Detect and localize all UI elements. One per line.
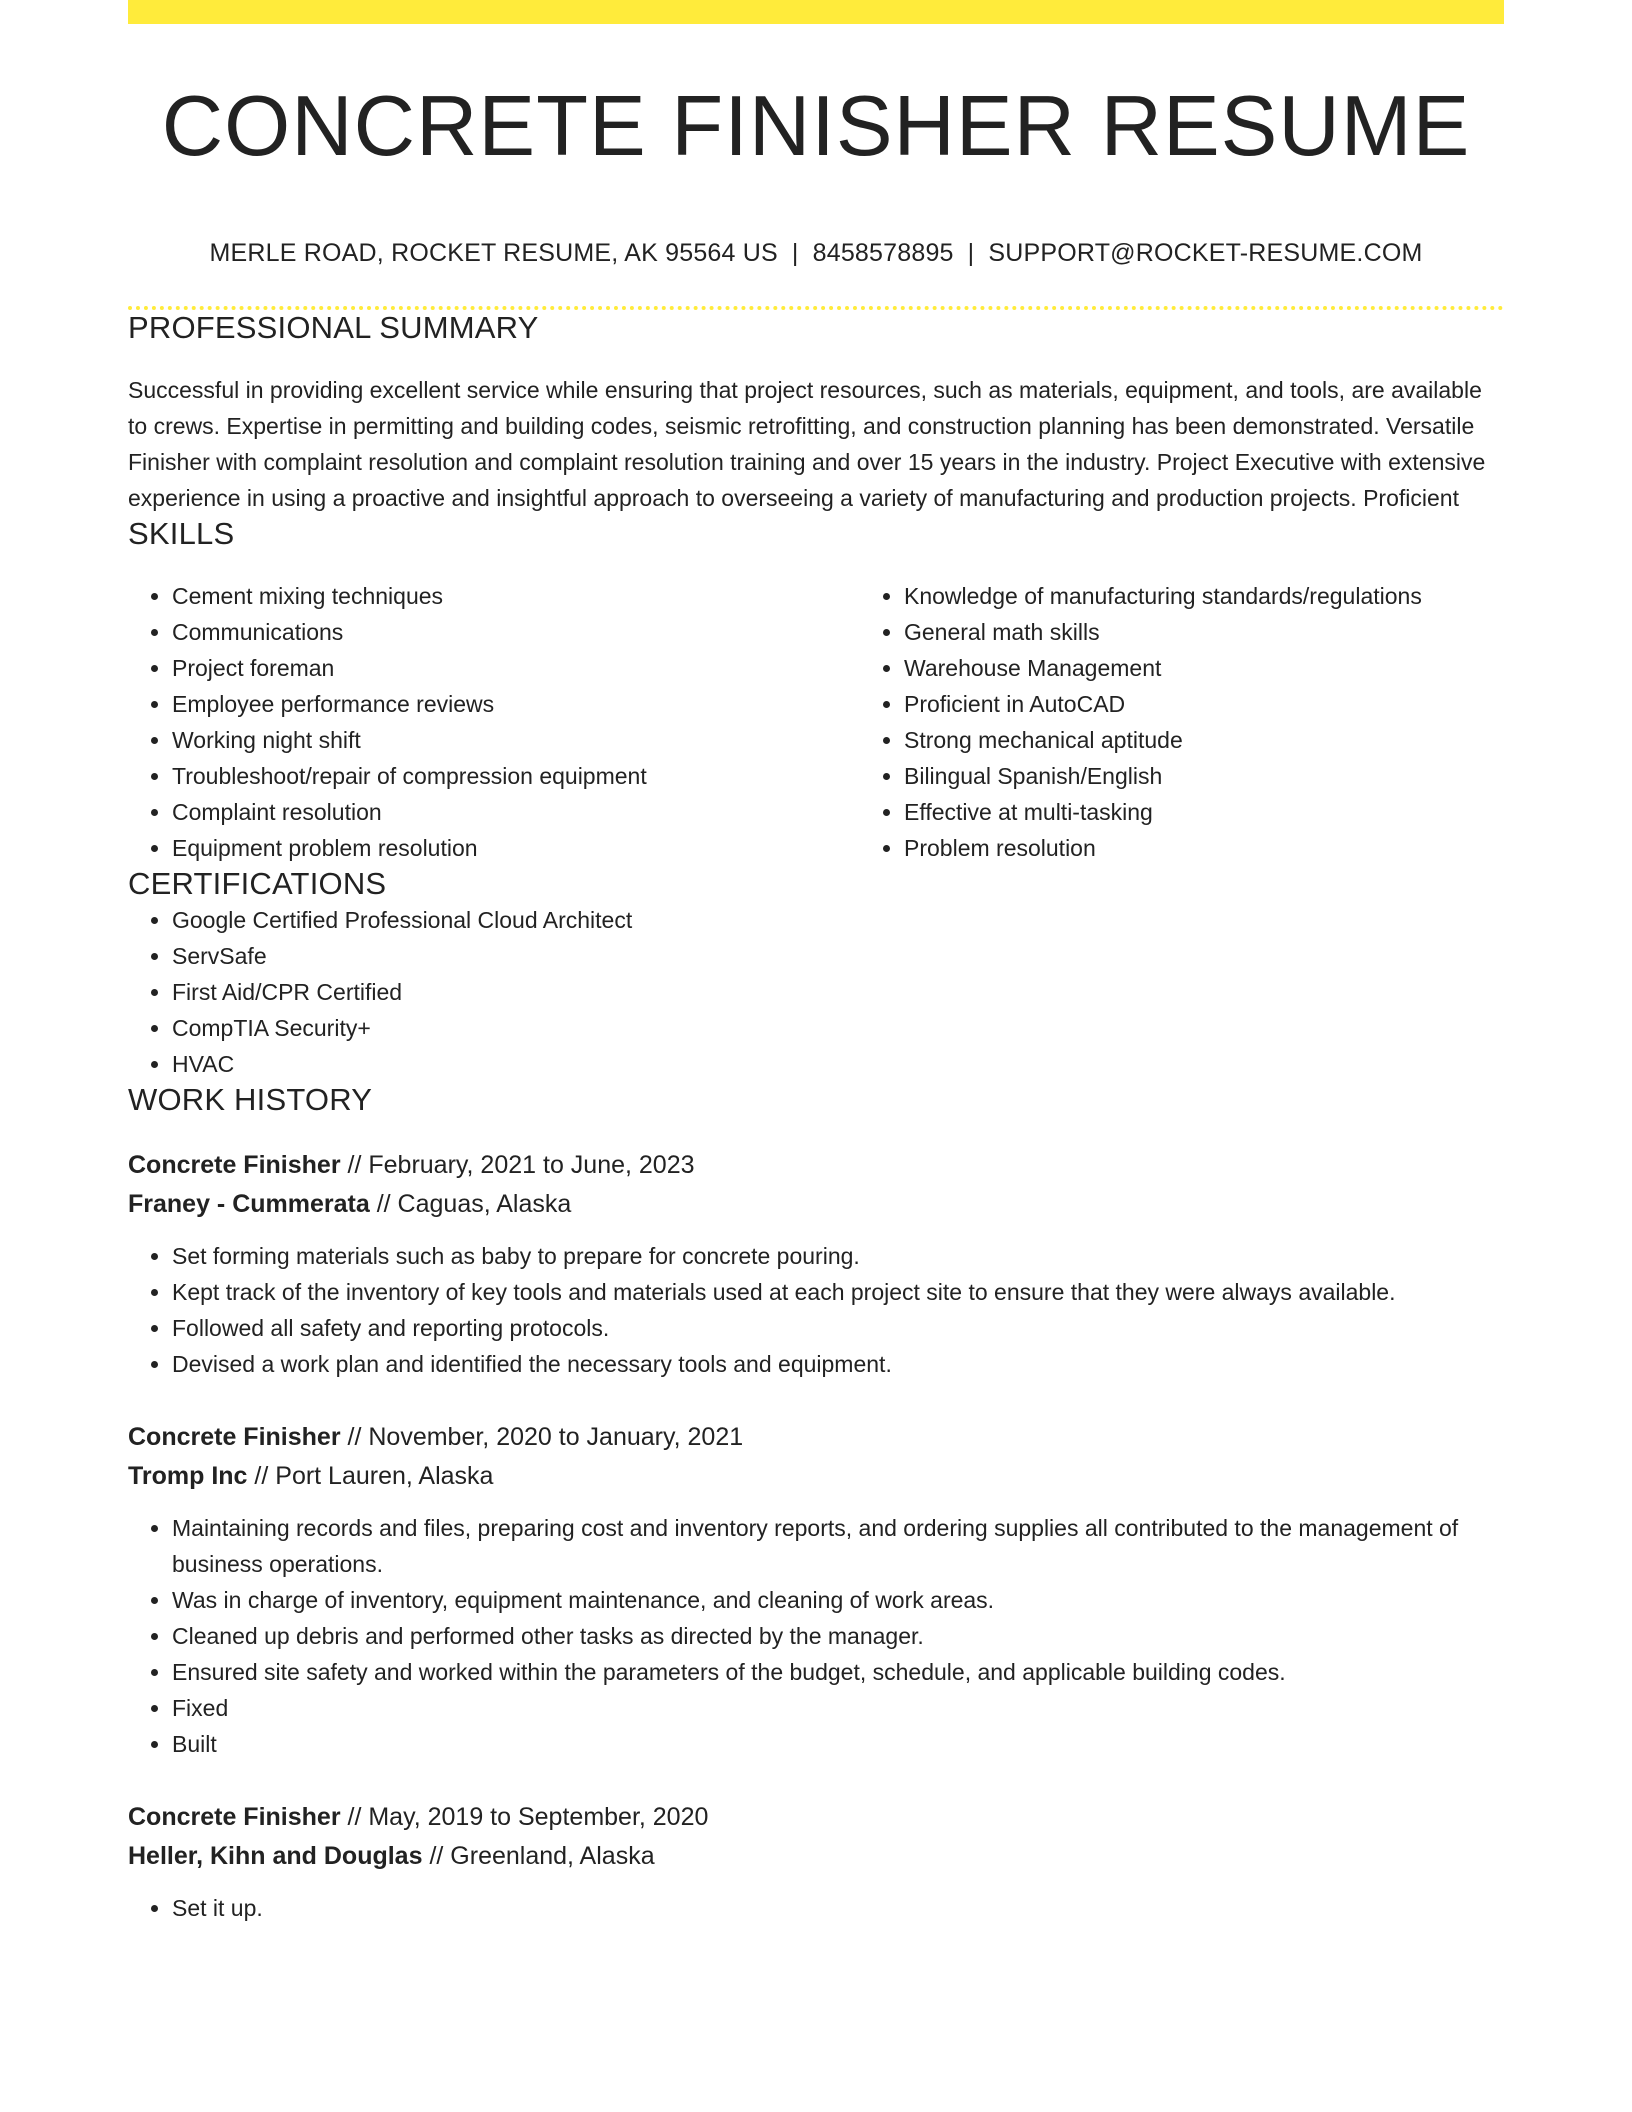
skill-item: • Project foreman bbox=[172, 650, 860, 686]
job-bullets bbox=[128, 1510, 1504, 1762]
job-company-line bbox=[128, 1837, 1504, 1876]
job-title-line bbox=[128, 1798, 1504, 1837]
job-separator: // bbox=[340, 1151, 369, 1179]
job-bullet: • Fixed bbox=[172, 1690, 1504, 1726]
summary-text: Successful in providing excellent service while ensuring that project resources, such as materials, equipment, and tools, are available to crews. Expertise in permitting and building codes, seismic retrofitting, and construction planning has been demonstrated. Versatile Finisher with complaint resolution and complaint resolution training and over 15 years in the industry. Project Executive with extensive experience in using a proactive and insightful approach to overseeing a variety of manufacturing and production projects. Proficient bbox=[128, 377, 1486, 511]
skill-item: • Equipment problem resolution bbox=[172, 830, 860, 866]
job-separator: // bbox=[340, 1423, 369, 1451]
certification-item: • ServSafe bbox=[172, 938, 1504, 974]
certification-item: • HVAC bbox=[172, 1046, 1504, 1082]
skill-item: • Bilingual Spanish/English bbox=[904, 758, 1592, 794]
job-title: Concrete Finisher bbox=[128, 1151, 341, 1179]
job-company: Tromp Inc bbox=[128, 1462, 248, 1490]
resume-page bbox=[128, 0, 1504, 1926]
contact-address: MERLE ROAD, ROCKET RESUME, AK 95564 US bbox=[209, 239, 778, 267]
job-location: Greenland, Alaska bbox=[450, 1842, 655, 1870]
job-bullet: • Set it up. bbox=[172, 1890, 1504, 1926]
job-dates: May, 2019 to September, 2020 bbox=[368, 1803, 709, 1831]
job-company-line bbox=[128, 1457, 1504, 1496]
contact-separator: | bbox=[967, 239, 975, 267]
skill-item: • Effective at multi-tasking bbox=[904, 794, 1592, 830]
job-title: Concrete Finisher bbox=[128, 1423, 341, 1451]
skills-list-left bbox=[128, 578, 860, 866]
job-bullet: • Cleaned up debris and performed other tasks as directed by the manager. bbox=[172, 1618, 1504, 1654]
job-bullets bbox=[128, 1238, 1504, 1382]
skill-item: • General math skills bbox=[904, 614, 1592, 650]
contact-line bbox=[128, 239, 1504, 268]
skill-item: • Problem resolution bbox=[904, 830, 1592, 866]
job-dates: November, 2020 to January, 2021 bbox=[368, 1423, 744, 1451]
job-separator: // bbox=[422, 1842, 451, 1870]
skill-item: • Proficient in AutoCAD bbox=[904, 686, 1592, 722]
skill-item: • Knowledge of manufacturing standards/regulations bbox=[904, 578, 1592, 614]
work-history-heading: WORK HISTORY bbox=[128, 1082, 373, 1117]
certifications-heading: CERTIFICATIONS bbox=[128, 866, 387, 901]
skill-item: • Cement mixing techniques bbox=[172, 578, 860, 614]
contact-separator: | bbox=[791, 239, 799, 267]
job-title-line bbox=[128, 1418, 1504, 1457]
certification-item: • CompTIA Security+ bbox=[172, 1010, 1504, 1046]
job-bullet: • Maintaining records and files, preparing cost and inventory reports, and ordering supplies all contributed to the management of business operations. bbox=[172, 1510, 1504, 1582]
skill-item: • Warehouse Management bbox=[904, 650, 1592, 686]
job-entry bbox=[128, 1798, 1504, 1926]
skill-item: • Communications bbox=[172, 614, 860, 650]
job-entry bbox=[128, 1418, 1504, 1762]
job-bullet: • Set forming materials such as baby to prepare for concrete pouring. bbox=[172, 1238, 1504, 1274]
job-company: Franey - Cummerata bbox=[128, 1190, 370, 1218]
job-separator: // bbox=[369, 1190, 398, 1218]
skill-item: • Troubleshoot/repair of compression equipment bbox=[172, 758, 860, 794]
job-bullet: • Ensured site safety and worked within the parameters of the budget, schedule, and applicable building codes. bbox=[172, 1654, 1504, 1690]
contact-phone[interactable]: 8458578895 bbox=[812, 239, 954, 267]
skills-heading: SKILLS bbox=[128, 516, 235, 551]
job-separator: // bbox=[340, 1803, 369, 1831]
job-bullet: • Was in charge of inventory, equipment maintenance, and cleaning of work areas. bbox=[172, 1582, 1504, 1618]
skill-item: • Working night shift bbox=[172, 722, 860, 758]
resume-title: CONCRETE FINISHER RESUME bbox=[161, 79, 1471, 174]
skill-item: • Complaint resolution bbox=[172, 794, 860, 830]
job-bullet: • Followed all safety and reporting protocols. bbox=[172, 1310, 1504, 1346]
skills-grid bbox=[128, 578, 1504, 866]
job-entry bbox=[128, 1146, 1504, 1382]
certification-item: • First Aid/CPR Certified bbox=[172, 974, 1504, 1010]
job-company-line bbox=[128, 1185, 1504, 1224]
skill-item: • Employee performance reviews bbox=[172, 686, 860, 722]
job-bullet: • Built bbox=[172, 1726, 1504, 1762]
job-location: Caguas, Alaska bbox=[397, 1190, 572, 1218]
job-bullet: • Devised a work plan and identified the necessary tools and equipment. bbox=[172, 1346, 1504, 1382]
job-title: Concrete Finisher bbox=[128, 1803, 341, 1831]
job-separator: // bbox=[247, 1462, 276, 1490]
skills-list-right bbox=[860, 578, 1592, 866]
job-title-line bbox=[128, 1146, 1504, 1185]
contact-email[interactable]: SUPPORT@ROCKET-RESUME.COM bbox=[988, 239, 1423, 267]
summary-heading: PROFESSIONAL SUMMARY bbox=[128, 310, 539, 345]
certification-item: • Google Certified Professional Cloud Architect bbox=[172, 902, 1504, 938]
certifications-list bbox=[128, 902, 1504, 1082]
accent-top-bar bbox=[128, 0, 1504, 24]
job-bullet: • Kept track of the inventory of key tools and materials used at each project site to ensure that they were always available. bbox=[172, 1274, 1504, 1310]
job-location: Port Lauren, Alaska bbox=[275, 1462, 494, 1490]
job-dates: February, 2021 to June, 2023 bbox=[368, 1151, 695, 1179]
skill-item: • Strong mechanical aptitude bbox=[904, 722, 1592, 758]
job-bullets bbox=[128, 1890, 1504, 1926]
job-company: Heller, Kihn and Douglas bbox=[128, 1842, 423, 1870]
